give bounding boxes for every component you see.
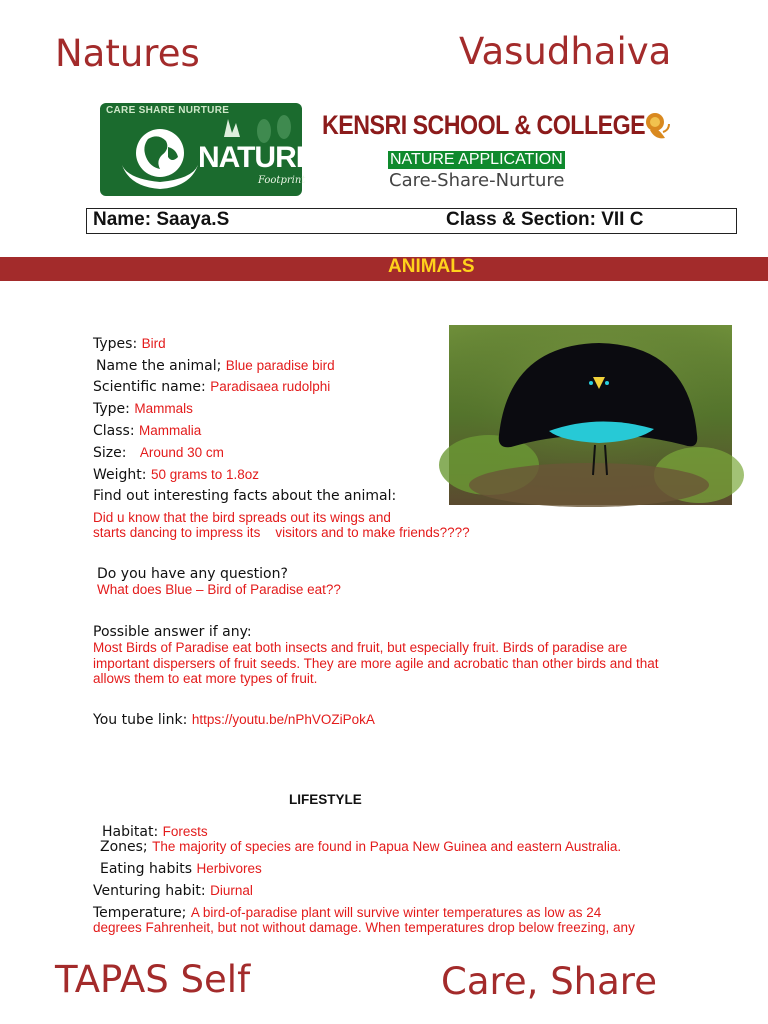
section-header-bar — [0, 257, 768, 281]
zones-row: Zones; The majority of species are found in Papua New Guinea and eastern Australia. — [100, 839, 622, 855]
types-row: Types: Bird — [93, 336, 166, 352]
school-name: KENSRI SCHOOL & COLLEGE — [322, 110, 646, 140]
facts-line-2: starts dancing to impress its visitors and to make friends???? — [93, 525, 470, 540]
eating-habits-row: Eating habits Herbivores — [100, 861, 262, 877]
venturing-habit-row: Venturing habit: Diurnal — [93, 883, 253, 899]
youtube-link[interactable]: https://youtu.be/nPhVOZiPokA — [191, 712, 375, 727]
youtube-row: You tube link: https://youtu.be/nPhVOZiPokA — [93, 712, 375, 728]
section-title: ANIMALS — [388, 256, 475, 277]
temperature-line-2: degrees Fahrenheit, but not without damage. When temperatures drop below freezing, any — [93, 920, 635, 935]
corner-text-bottom-left: TAPAS Self — [55, 958, 251, 1001]
animal-name-row: Name the animal; Blue paradise bird — [96, 358, 335, 374]
corner-text-bottom-right: Care, Share — [441, 960, 657, 1003]
facts-line-1: Did u know that the bird spreads out its wings and — [93, 510, 391, 525]
question-text: What does Blue – Bird of Paradise eat?? — [97, 582, 341, 597]
facts-label: Find out interesting facts about the animal: — [93, 488, 397, 504]
temperature-row: Temperature; A bird-of-paradise plant will survive winter temperatures as low as 24 — [93, 905, 602, 921]
lifestyle-heading: LIFESTYLE — [289, 792, 362, 807]
answer-text: Most Birds of Paradise eat both insects and fruit, but especially fruit. Birds of paradise are important dispersers of fruit seeds. They are more agile and acrobatic than other birds and that allows them to eat more types of fruit. — [93, 640, 659, 686]
answer-label: Possible answer if any: — [93, 624, 252, 640]
corner-text-top-right: Vasudhaiva — [459, 30, 672, 73]
type-row: Type: Mammals — [93, 401, 193, 417]
lion-mascot-icon — [641, 110, 671, 142]
student-info-box — [86, 208, 737, 234]
app-badge: NATURE APPLICATION — [390, 151, 563, 168]
weight-row: Weight: 50 grams to 1.8oz — [93, 467, 260, 483]
corner-text-top-left: Natures — [55, 32, 200, 75]
habitat-row: Habitat: Forests — [102, 824, 208, 840]
question-label: Do you have any question? — [97, 566, 288, 582]
class-row: Class: Mammalia — [93, 423, 202, 439]
bird-photo — [449, 325, 732, 505]
nature-footprint-logo: CARE SHARE NURTURE NATURE Footprint — [100, 103, 302, 196]
scientific-name-row: Scientific name: Paradisaea rudolphi — [93, 379, 331, 395]
tagline: Care-Share-Nurture — [389, 170, 565, 191]
size-row: Size: Around 30 cm — [93, 445, 224, 461]
class-section: Class & Section: VII C — [446, 209, 644, 230]
student-name: Name: Saaya.S — [93, 209, 230, 230]
